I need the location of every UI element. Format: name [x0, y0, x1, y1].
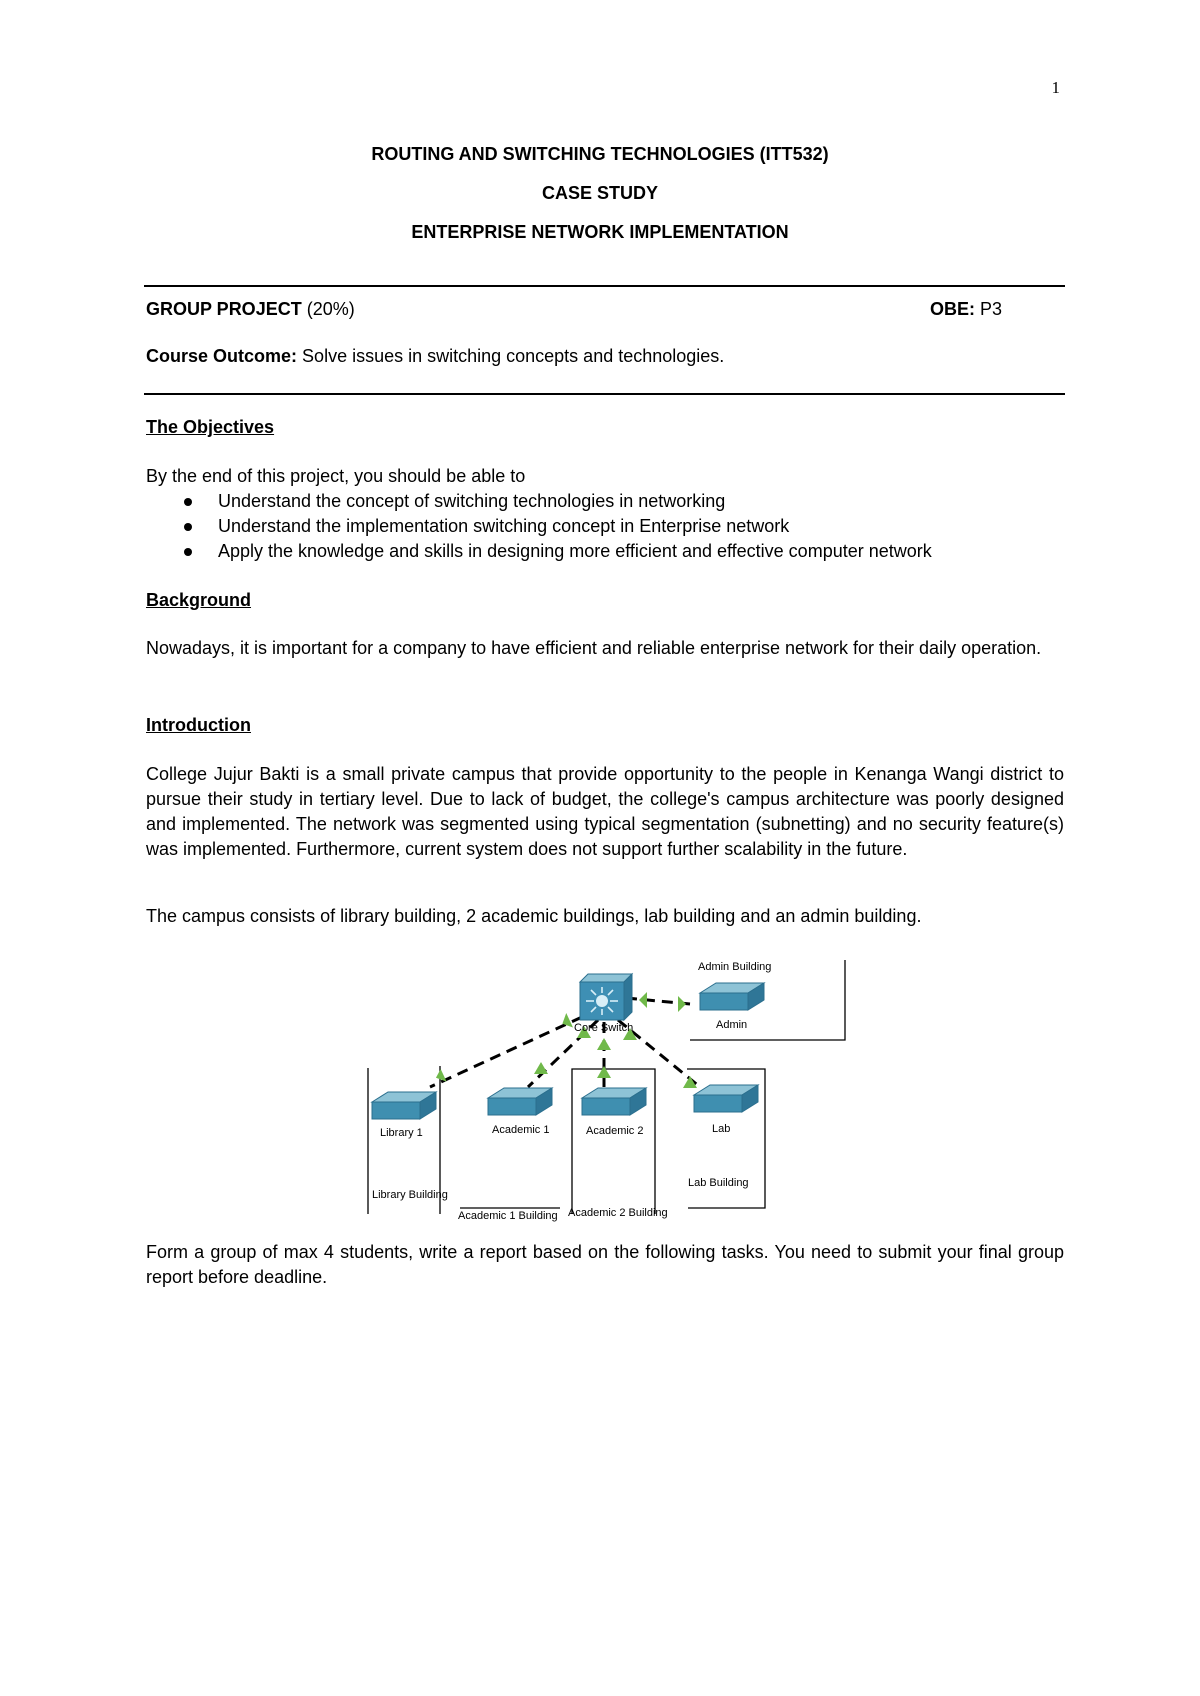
top-divider	[144, 285, 1065, 287]
outcome-label: Course Outcome:	[146, 346, 298, 366]
closing-paragraph: Form a group of max 4 students, write a report based on the following tasks. You need to submit your final group report before deadline.	[146, 1242, 1064, 1287]
objectives-heading: The Objectives	[146, 417, 275, 437]
link-up-icon	[534, 1062, 548, 1074]
background-heading: Background	[146, 590, 252, 610]
obe-field	[930, 298, 1002, 320]
course-outcome-row	[146, 345, 1064, 367]
lab-switch-label: Lab	[712, 1123, 731, 1135]
page-number: 1	[1051, 78, 1060, 97]
outcome-text: Solve issues in switching concepts and technologies.	[302, 346, 725, 366]
admin-switch-label: Admin	[716, 1019, 748, 1031]
obe-value: P3	[979, 299, 1002, 319]
bottom-divider	[144, 393, 1065, 395]
topic-title: ENTERPRISE NETWORK IMPLEMENTATION	[411, 222, 789, 242]
case-study-subtitle: CASE STUDY	[541, 183, 658, 203]
project-weight: (20%)	[306, 299, 355, 319]
academic2-switch-icon	[582, 1088, 646, 1115]
objectives-intro: By the end of this project, you should be able to	[146, 466, 526, 486]
core-switch-icon	[580, 974, 632, 1020]
library-switch-icon	[372, 1092, 436, 1119]
obe-label: OBE:	[929, 299, 975, 319]
objective-item: Understand the concept of switching technologies in networking	[146, 489, 932, 514]
link-up-icon	[639, 992, 647, 1008]
introduction-heading: Introduction	[146, 715, 251, 735]
core-switch-label: Core Switch	[574, 1022, 634, 1034]
objective-item: Apply the knowledge and skills in designing more efficient and effective computer network	[146, 539, 932, 564]
network-topology-diagram	[360, 952, 860, 1222]
project-row	[146, 298, 1002, 320]
academic1-switch-label: Academic 1	[492, 1124, 550, 1136]
project-label: GROUP PROJECT	[146, 299, 302, 319]
link-core-library	[430, 1017, 582, 1087]
library-building-label: Library Building	[372, 1189, 448, 1201]
lab-switch-icon	[694, 1085, 758, 1112]
admin-building-label: Admin Building	[698, 961, 772, 973]
background-text: Nowadays, it is important for a company to have efficient and reliable enterprise network for their daily operation.	[146, 638, 1042, 658]
admin-switch-icon	[700, 983, 764, 1010]
objectives-list	[146, 489, 932, 564]
title-block	[0, 143, 1200, 260]
link-up-icon	[597, 1038, 611, 1050]
link-up-icon	[678, 996, 686, 1012]
library-switch-label: Library 1	[380, 1127, 423, 1139]
academic2-switch-label: Academic 2	[586, 1125, 644, 1137]
lab-building-label: Lab Building	[688, 1177, 749, 1189]
academic1-building-label: Academic 1 Building	[458, 1210, 558, 1222]
objective-item: Understand the implementation switching concept in Enterprise network	[146, 514, 932, 539]
introduction-paragraph-2: The campus consists of library building, 2 academic buildings, lab building and an admin building.	[146, 906, 922, 926]
link-up-icon	[597, 1066, 611, 1078]
introduction-paragraph-1: College Jujur Bakti is a small private campus that provide opportunity to the people in Kenanga Wangi district to pursue their study in tertiary level. Due to lack of budget, the college's campus architecture was poorly designed and implemented. The network was segmented using typical segmentation (subnetting) and no security feature(s) was implemented. Furthermore, current system does not support further scalability in the future.	[146, 764, 1064, 859]
academic2-building-label: Academic 2 Building	[568, 1207, 668, 1219]
course-title: ROUTING AND SWITCHING TECHNOLOGIES (ITT532)	[371, 144, 829, 164]
academic1-switch-icon	[488, 1088, 552, 1115]
